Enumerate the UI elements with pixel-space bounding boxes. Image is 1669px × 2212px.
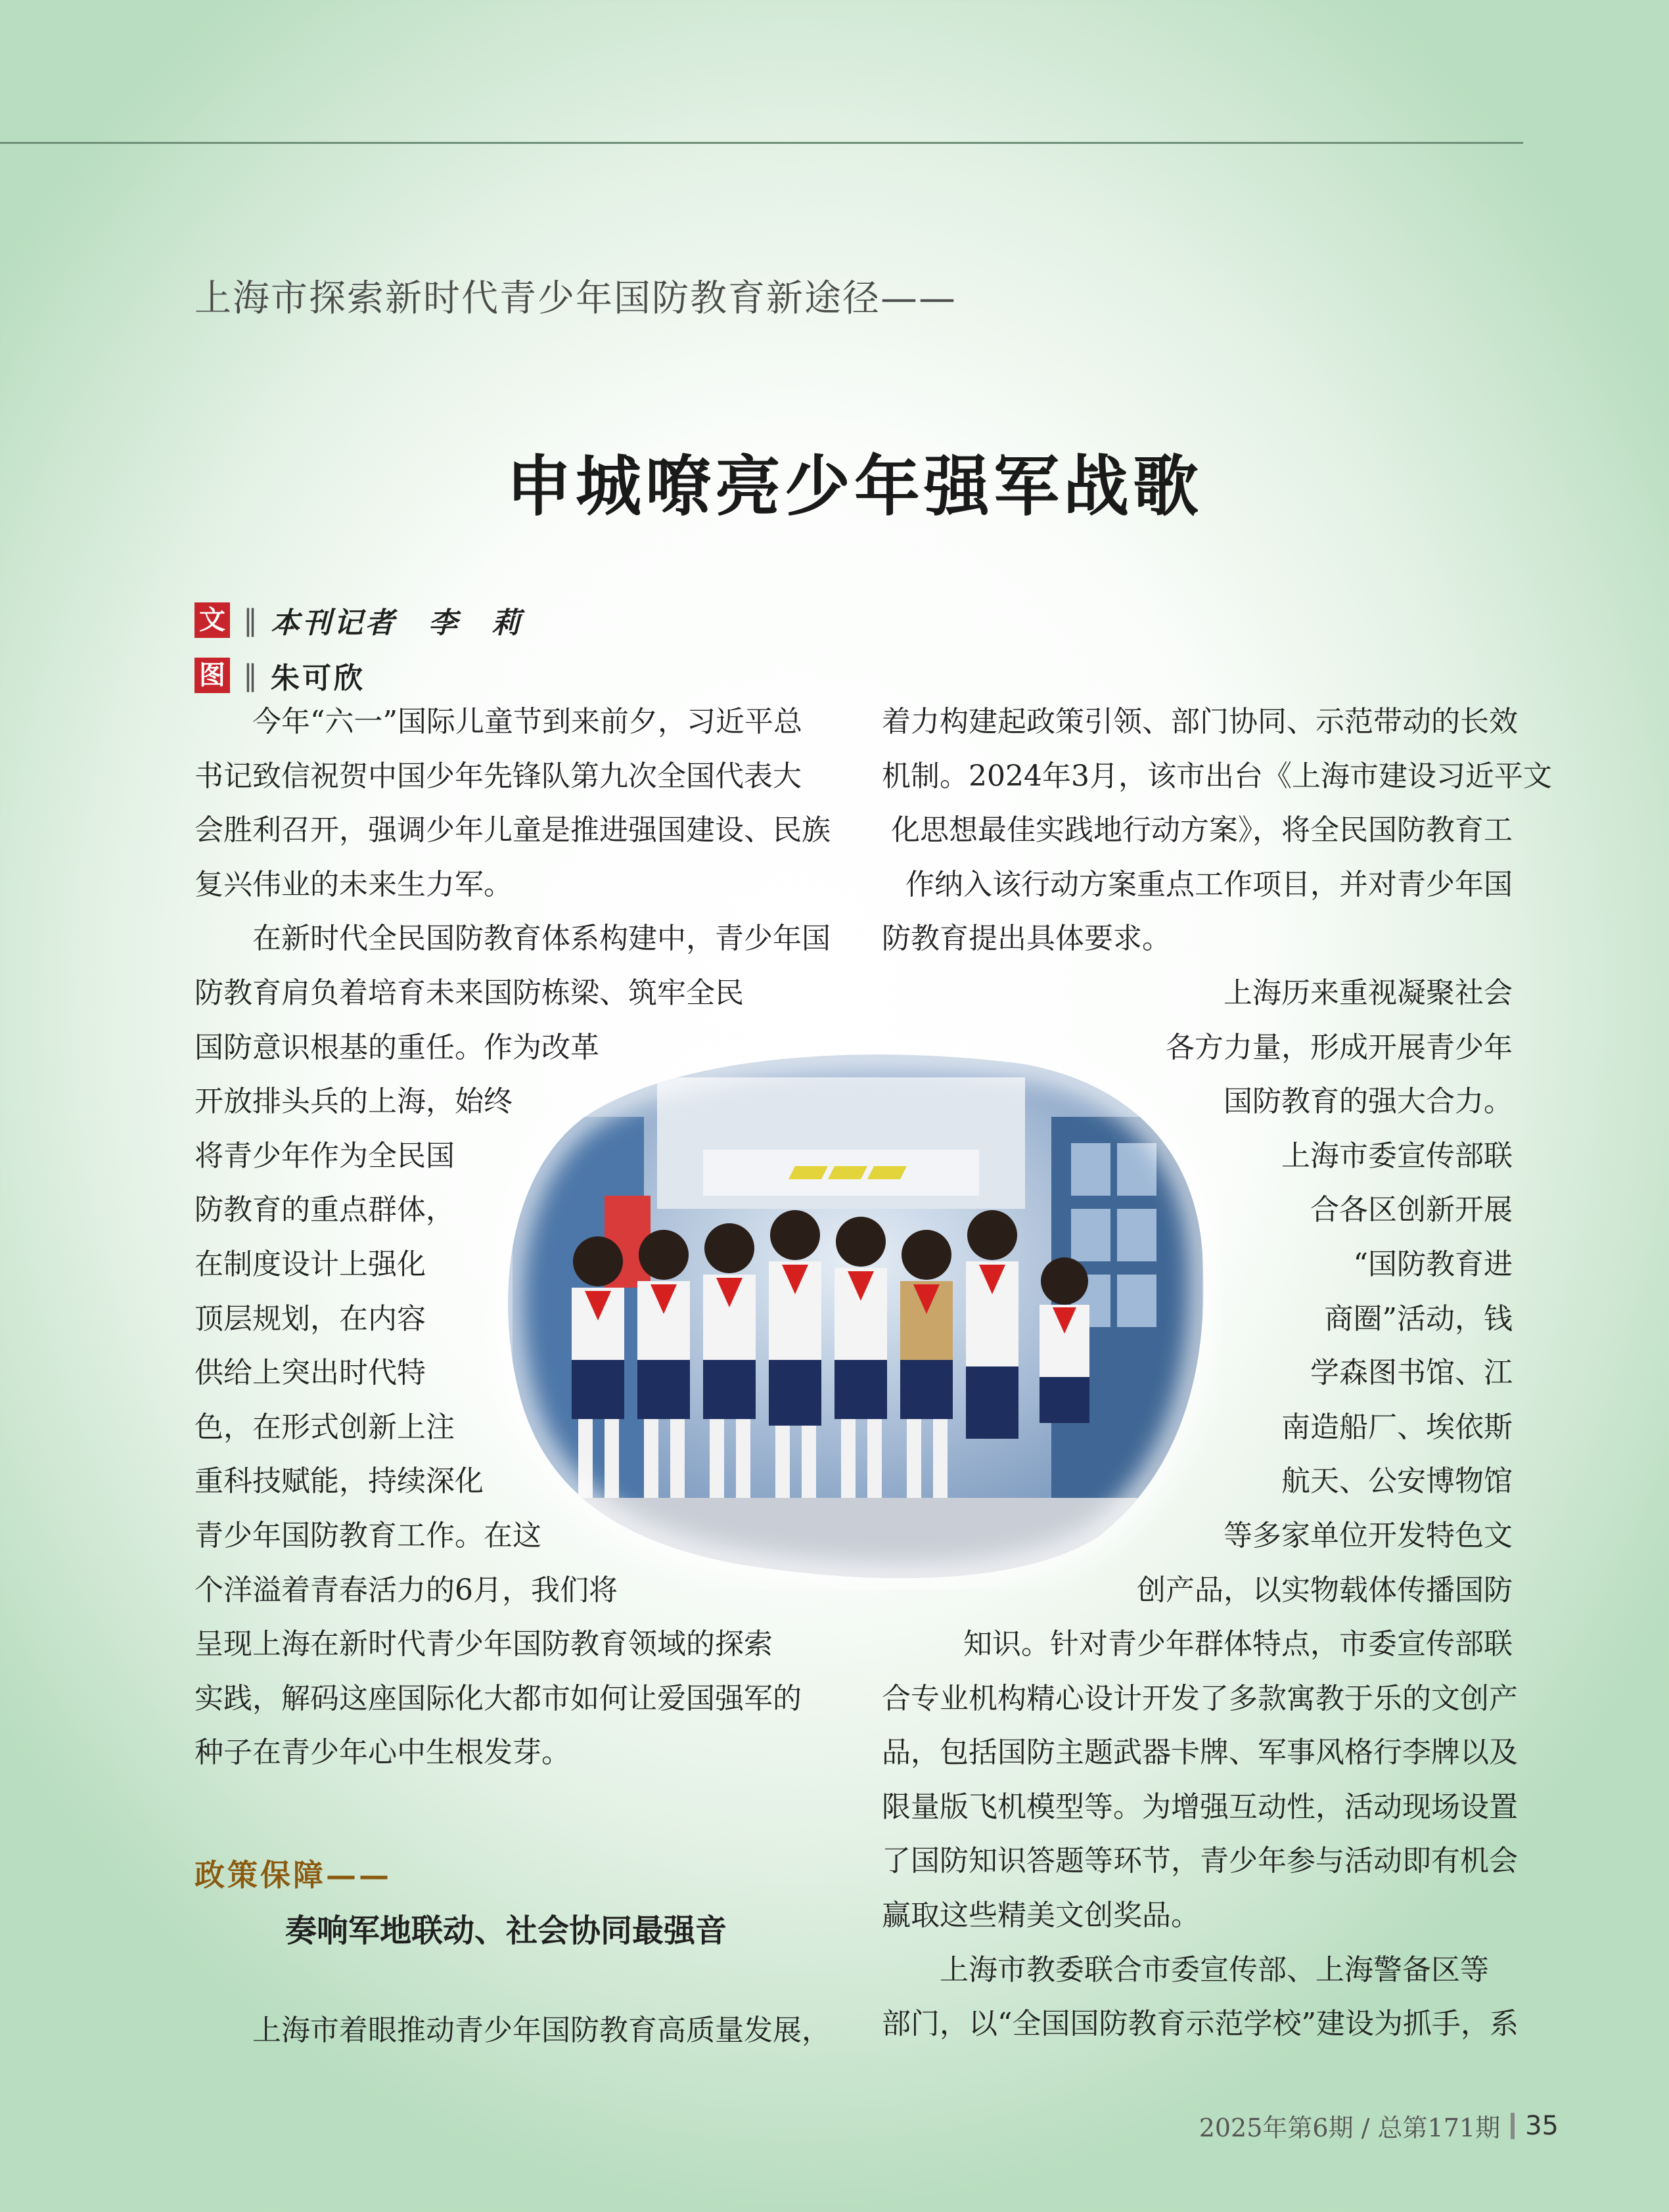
- folio-issue: 2025年第6期 / 总第171期: [1199, 2113, 1501, 2142]
- text-line: 今年“六一”国际儿童节到来前夕，习近平总: [252, 705, 802, 738]
- text-line: 在新时代全民国防教育体系构建中，青少年国: [252, 922, 831, 956]
- text-line: 顶层规划，在内容: [194, 1301, 426, 1336]
- text-line: 创产品，以实物载体传播国防: [1137, 1573, 1513, 1607]
- article-kicker: 上海市探索新时代青少年国防教育新途径——: [194, 277, 957, 320]
- text-line: 重科技赋能，持续深化: [194, 1464, 484, 1499]
- text-line: 国防教育的强大合力。: [1223, 1085, 1513, 1119]
- chevron-mark: [867, 1166, 907, 1179]
- text-line: 合专业机构精心设计开发了多款寓教于乐的文创产: [882, 1681, 1518, 1715]
- text-line: 限量版飞机模型等。为增强互动性，活动现场设置: [882, 1790, 1518, 1824]
- text-line: 作纳入该行动方案重点工作项目，并对青少年国: [905, 867, 1513, 901]
- text-line: 上海市委宣传部联: [1281, 1139, 1513, 1173]
- text-line: 复兴伟业的未来生力军。: [194, 867, 513, 901]
- text-line: 各方力量，形成开展青少年: [1166, 1030, 1513, 1064]
- page-number: 35: [1525, 2110, 1559, 2141]
- text-line: 防教育肩负着培育未来国防栋梁、筑牢全民: [194, 976, 744, 1010]
- text-line: 化思想最佳实践地行动方案》，将全民国防教育工: [891, 813, 1513, 847]
- text-line: 将青少年作为全民国: [194, 1139, 455, 1173]
- byline-text-tag: 文: [194, 602, 230, 638]
- text-line: 合各区创新开展: [1310, 1193, 1513, 1227]
- text-line: 书记致信祝贺中国少年先锋队第九次全国代表大: [194, 759, 802, 793]
- text-line: 在制度设计上强化: [194, 1247, 426, 1281]
- text-line: 赢取这些精美文创奖品。: [882, 1899, 1200, 1933]
- folio-divider: [1511, 2113, 1515, 2139]
- text-line: 学森图书馆、江: [1310, 1356, 1513, 1390]
- text-line: 商圈”活动，钱: [1324, 1301, 1513, 1336]
- byline-photo: [194, 654, 365, 696]
- text-line: 青少年国防教育工作。在这: [194, 1518, 541, 1552]
- byline-photo-author: 朱可欣: [271, 662, 365, 695]
- text-line: 供给上突出时代特: [194, 1356, 426, 1390]
- text-line: 实践，解码这座国际化大都市如何让爱国强军的: [194, 1681, 802, 1715]
- byline-text: [194, 599, 523, 641]
- text-line: 知识。针对青少年群体特点，市委宣传部联: [963, 1627, 1513, 1661]
- text-line: 上海市着眼推动青少年国防教育高质量发展，: [252, 2014, 831, 2047]
- text-line: 防教育提出具体要求。: [882, 922, 1171, 956]
- text-line: 防教育的重点群体，: [194, 1193, 455, 1227]
- chevron-mark: [789, 1166, 828, 1179]
- article-photo: [486, 1038, 1222, 1590]
- top-rule: [0, 142, 1523, 144]
- article-headline: 申城嘹亮少年强军战歌: [506, 448, 1202, 525]
- text-line: 部门，以“全国国防教育示范学校”建设为抓手，系: [882, 2007, 1519, 2041]
- chevron-mark: [828, 1166, 867, 1179]
- text-line: 个洋溢着青春活力的6月，我们将: [194, 1573, 618, 1607]
- text-line: 开放排头兵的上海，始终: [194, 1085, 513, 1119]
- byline-divider: ‖: [243, 658, 258, 692]
- text-line: 呈现上海在新时代青少年国防教育领域的探索: [194, 1627, 773, 1661]
- text-line: 种子在青少年心中生根发芽。: [194, 1736, 570, 1770]
- text-line: “国防教育进: [1353, 1247, 1513, 1281]
- text-line: 了国防知识答题等环节，青少年参与活动即有机会: [882, 1844, 1518, 1878]
- text-line: 航天、公安博物馆: [1281, 1464, 1513, 1499]
- text-line: 着力构建起政策引领、部门协同、示范带动的长效: [882, 705, 1518, 738]
- left-column-continued: [194, 2004, 831, 2058]
- byline-photo-tag: 图: [194, 658, 230, 693]
- text-line: 南造船厂、埃依斯: [1281, 1410, 1513, 1444]
- section-heading: 政策保障——: [194, 1857, 392, 1893]
- byline-divider: ‖: [243, 603, 258, 637]
- text-line: 上海市教委联合市委宣传部、上海警备区等: [940, 1952, 1489, 1987]
- text-line: 色，在形式创新上注: [194, 1410, 455, 1444]
- text-line: 会胜利召开，强调少年儿童是推进强国建设、民族: [194, 813, 831, 847]
- section-subheading: 奏响军地联动、社会协同最强音: [285, 1912, 727, 1949]
- text-line: 上海历来重视凝聚社会: [1223, 976, 1513, 1010]
- text-line: 品，包括国防主题武器卡牌、军事风格行李牌以及: [882, 1736, 1518, 1770]
- byline-text-author: 本刊记者 李 莉: [271, 606, 523, 640]
- folio: [1199, 2108, 1559, 2144]
- text-line: 机制。2024年3月，该市出台《上海市建设习近平文: [882, 759, 1552, 793]
- text-line: 国防意识根基的重任。作为改革: [194, 1030, 599, 1064]
- text-line: 等多家单位开发特色文: [1223, 1518, 1513, 1552]
